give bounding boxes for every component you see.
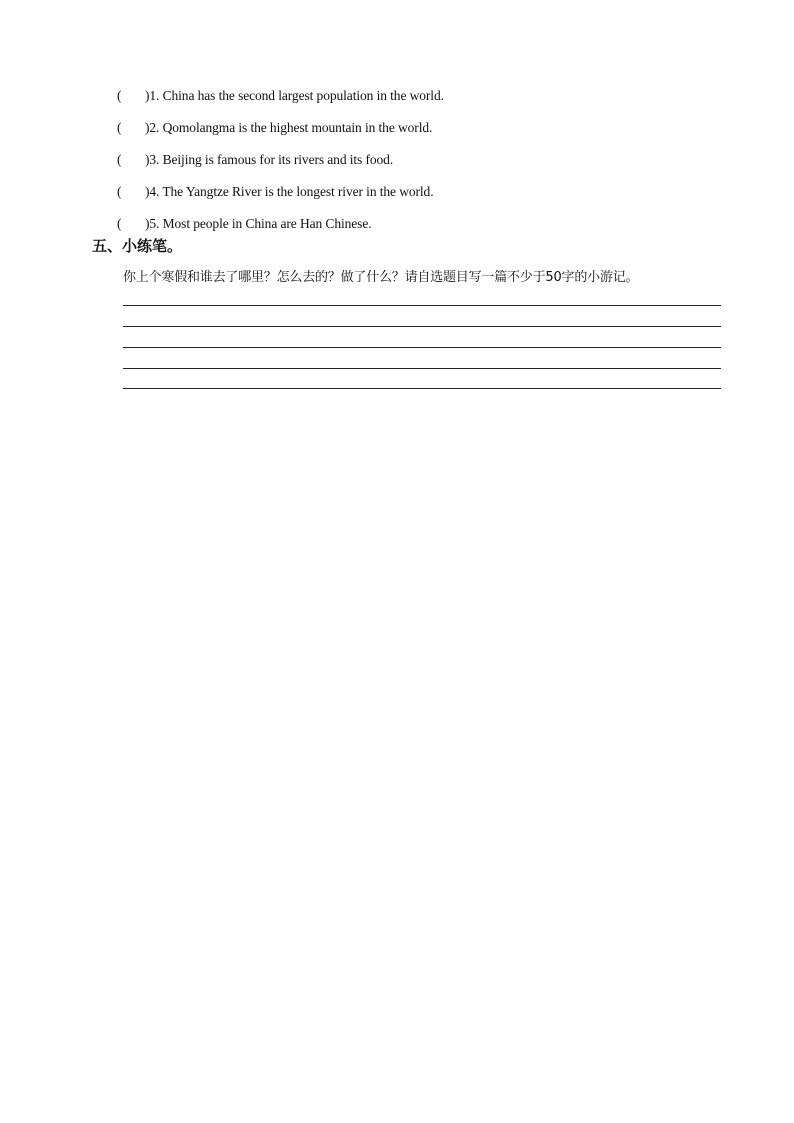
tf-item-5 xyxy=(117,214,372,234)
writing-prompt: 你上个寒假和谁去了哪里？怎么去的？做了什么？请自选题目写一篇不少于50字的小游记。 xyxy=(123,270,639,285)
answer-blank-open[interactable]: ( xyxy=(117,216,122,231)
answer-blank-close: ) xyxy=(145,88,150,103)
tf-statement: 2. Qomolangma is the highest mountain in the world. xyxy=(149,120,433,135)
answer-blank-close: ) xyxy=(145,184,150,199)
answer-blank-close: ) xyxy=(145,216,150,231)
writing-line[interactable] xyxy=(123,326,721,327)
answer-blank-open[interactable]: ( xyxy=(117,184,122,199)
tf-item-1 xyxy=(117,86,444,106)
tf-statement: 5. Most people in China are Han Chinese. xyxy=(149,216,372,231)
answer-blank-close: ) xyxy=(145,152,150,167)
answer-blank-open[interactable]: ( xyxy=(117,88,122,103)
tf-statement: 3. Beijing is famous for its rivers and its food. xyxy=(149,152,394,167)
writing-line[interactable] xyxy=(123,388,721,389)
writing-line[interactable] xyxy=(123,347,721,348)
tf-statement: 4. The Yangtze River is the longest river in the world. xyxy=(149,184,434,199)
answer-blank-close: ) xyxy=(145,120,150,135)
writing-line[interactable] xyxy=(123,305,721,306)
tf-item-3 xyxy=(117,150,393,170)
tf-item-2 xyxy=(117,118,432,138)
tf-item-4 xyxy=(117,182,433,202)
answer-blank-open[interactable]: ( xyxy=(117,120,122,135)
writing-line[interactable] xyxy=(123,368,721,369)
writing-section-title: 五、小练笔。 xyxy=(92,237,183,255)
tf-statement: 1. China has the second largest population in the world. xyxy=(149,88,444,103)
answer-blank-open[interactable]: ( xyxy=(117,152,122,167)
